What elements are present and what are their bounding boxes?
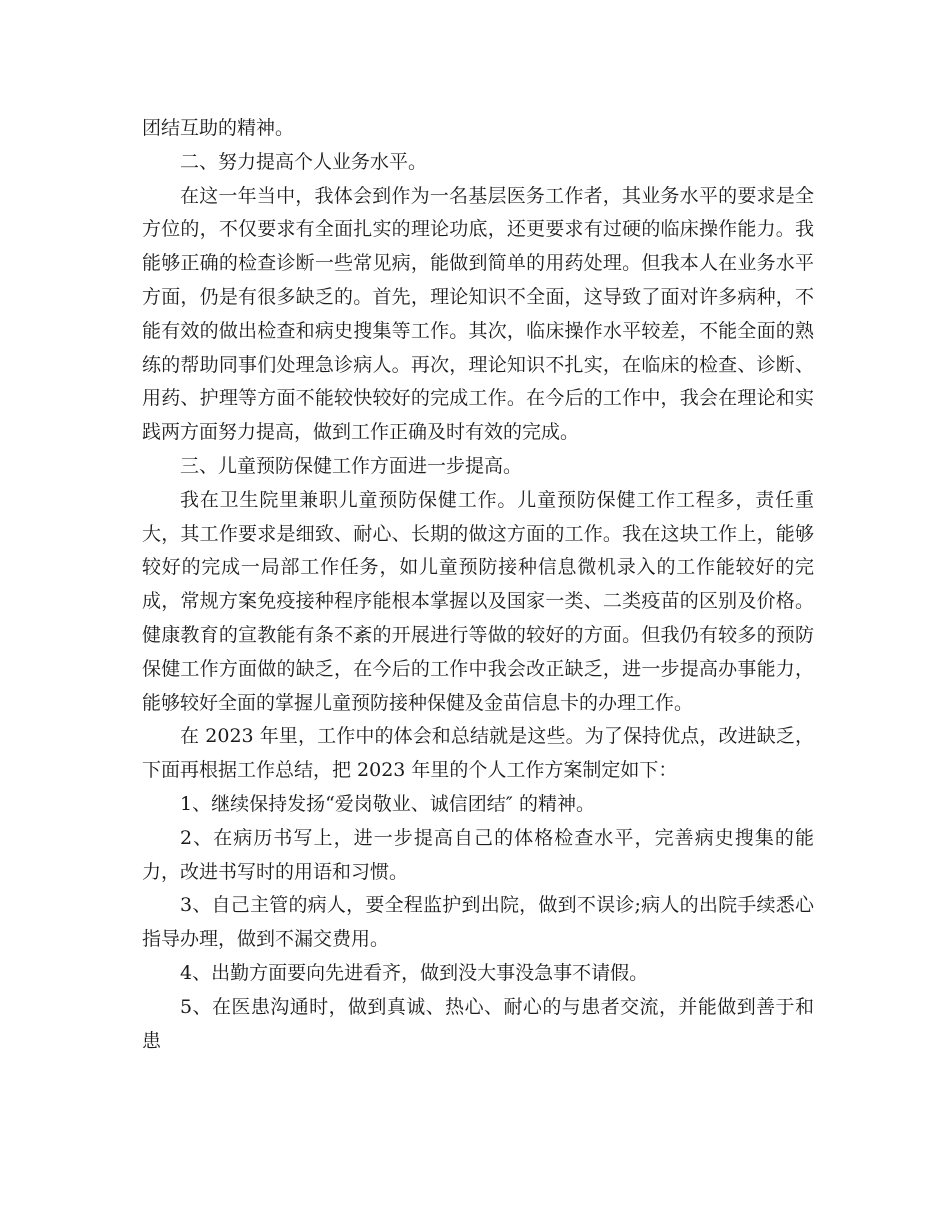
plan-item-3: 3、自己主管的病人，要全程监护到出院，做到不误诊;病人的出院手续悉心指导办理，做到不漏交费用。 <box>142 894 814 951</box>
document-body <box>142 112 814 1058</box>
plan-item-1: 1、继续保持发扬“爱岗敬业、诚信团结″ 的精神。 <box>180 792 595 815</box>
paragraph-2-heading: 二、努力提高个人业务水平。 <box>180 150 428 173</box>
paragraph-5: 我在卫生院里兼职儿童预防保健工作。儿童预防保健工作工程多，责任重大，其工作要求是细致、耐心、长期的做这方面的工作。我在这块工作上，能够较好的完成一局部工作任务，如儿童预防接种信息微机录入的工作能较好的完成，常规方案免疫接种程序能根本掌握以及国家一类、二类疫苗的区别及价格。健康教育的宣教能有条不紊的开展进行等做的较好的方面。但我仍有较多的预防保健工作方面做的缺乏，在今后的工作中我会改正缺乏，进一步提高办事能力，能够较好全面的掌握儿童预防接种保健及金苗信息卡的办理工作。 <box>142 488 814 714</box>
plan-item-2: 2、在病历书写上，进一步提高自己的体格检查水平，完善病史搜集的能力，改进书写时的用语和习惯。 <box>142 826 814 883</box>
paragraph-6: 在 2023 年里，工作中的体会和总结就是这些。为了保持优点，改进缺乏，下面再根据工作总结，把 2023 年里的个人工作方案制定如下： <box>142 725 814 782</box>
plan-item-4: 4、出勤方面要向先进看齐，做到没大事没急事不请假。 <box>180 961 649 984</box>
plan-item-5: 5、在医患沟通时，做到真诚、热心、耐心的与患者交流，并能做到善于和患 <box>142 995 814 1052</box>
paragraph-3: 在这一年当中，我体会到作为一名基层医务工作者，其业务水平的要求是全方位的，不仅要求有全面扎实的理论功底，还更要求有过硬的临床操作能力。我能够正确的检查诊断一些常见病，能做到简单的用药处理。但我本人在业务水平方面，仍是有很多缺乏的。首先，理论知识不全面，这导致了面对许多病种，不能有效的做出检查和病史搜集等工作。其次，临床操作水平较差，不能全面的熟练的帮助同事们处理急诊病人。再次，理论知识不扎实，在临床的检查、诊断、用药、护理等方面不能较快较好的完成工作。在今后的工作中，我会在理论和实践两方面努力提高，做到工作正确及时有效的完成。 <box>142 184 814 444</box>
paragraph-4-heading: 三、儿童预防保健工作方面进一步提高。 <box>180 454 523 477</box>
paragraph-1: 团结互助的精神。 <box>142 117 295 139</box>
